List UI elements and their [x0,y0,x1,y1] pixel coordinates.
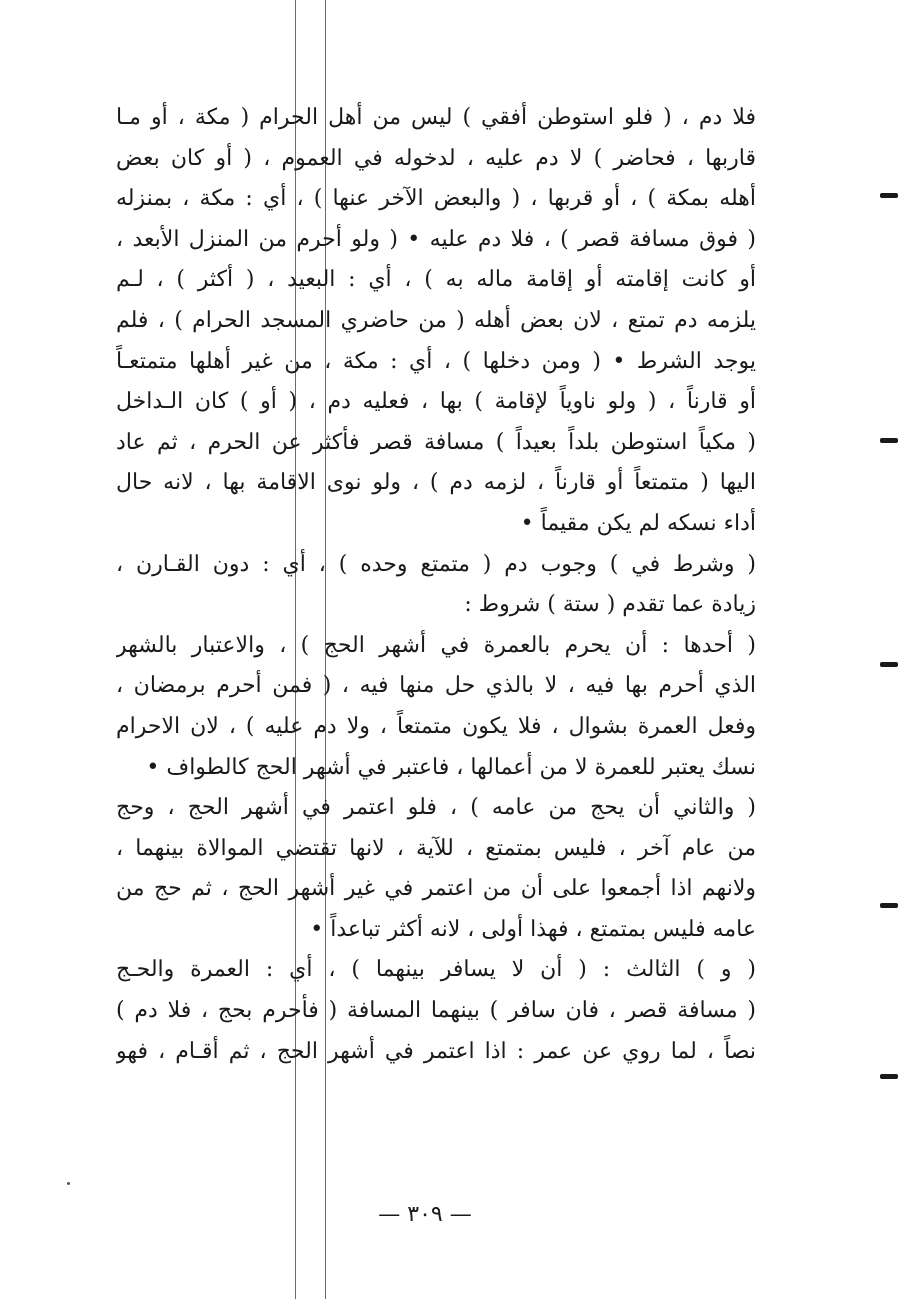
text-line: يوجد الشرط • ( ومن دخلها ) ، أي : مكة ، من غير أهلها متمتعـاً [116,348,756,374]
text-line: قاربها ، فحاضر ) لا دم عليه ، لدخوله في العموم ، ( أو كان بعض [116,145,756,171]
text-line: نصاً ، لما روي عن عمر : اذا اعتمر في أشهر الحج ، ثم أقـام ، فهو [116,1038,756,1064]
paragraph-end-line: زيادة عما تقدم ( ستة ) شروط : [464,592,756,618]
text-line: ( وشرط في ) وجوب دم ( متمتع وحده ) ، أي : دون القـارن ، [116,551,756,577]
paragraph-end-line: عامه فليس بمتمتع ، فهذا أولى ، لانه أكثر تباعداً • [310,916,756,942]
paragraph-end-line: نسك يعتبر للعمرة لا من أعمالها ، فاعتبر في أشهر الحج كالطواف • [146,754,756,780]
text-line: الذي أحرم بها فيه ، لا بالذي حل منها فيه ، ( فمن أحرم برمضان ، [116,673,756,699]
text-line: أهله بمكة ) ، أو قربها ، ( والبعض الآخر عنها ) ، أي : مكة ، بمنزله [116,186,756,212]
page-body-text [116,98,756,1072]
scan-speck [67,1182,70,1185]
text-line: ( فوق مسافة قصر ) ، فلا دم عليه • ( ولو أحرم من المنزل الأبعد ، [116,226,756,252]
text-line: ( و ) الثالث : ( أن لا يسافر بينهما ) ، أي : العمرة والحـج [116,957,756,983]
page-number: — ٣٠٩ — [378,1202,472,1227]
text-line: ولانهم اذا أجمعوا على أن من اعتمر في غير أشهر الحج ، ثم حج من [116,876,756,902]
margin-mark [880,903,898,908]
margin-mark [880,438,898,443]
text-line: ( والثاني أن يحج من عامه ) ، فلو اعتمر في أشهر الحج ، وحج [116,795,756,821]
text-line: ( مسافة قصر ، فان سافر ) بينهما المسافة ( فأحرم بحج ، فلا دم ) [116,998,756,1024]
text-line: ( أحدها : أن يحرم بالعمرة في أشهر الحج ) ، والاعتبار بالشهر [116,632,756,658]
text-line: من عام آخر ، فليس بمتمتع ، للآية ، لانها تقتضي الموالاة بينهما ، [116,835,756,861]
paragraph-end-line: أداء نسكه لم يكن مقيماً • [520,510,756,536]
margin-mark [880,1074,898,1079]
margin-mark [880,662,898,667]
text-line: أو قارناً ، ( ولو ناوياً لإقامة ) بها ، فعليه دم ، ( أو ) كان الـداخل [116,389,756,415]
text-line: اليها ( متمتعاً أو قارناً ، لزمه دم ) ، ولو نوى الاقامة بها ، لانه حال [116,470,756,496]
text-line: فلا دم ، ( فلو استوطن أفقي ) ليس من أهل الحرام ( مكة ، أو مـا [116,105,756,130]
text-line: وفعل العمرة بشوال ، فلا يكون متمتعاً ، ولا دم عليه ) ، لان الاحرام [116,713,756,739]
text-line: ( مكياً استوطن بلداً بعيداً ) مسافة قصر فأكثر عن الحرم ، ثم عاد [116,429,756,455]
text-line: يلزمه دم تمتع ، لان بعض أهله ( من حاضري المسجد الحرام ) ، فلم [116,307,756,333]
text-line: أو كانت إقامته أو إقامة ماله به ) ، أي : البعيد ، ( أكثر ) ، لـم [116,267,756,293]
margin-mark [880,193,898,198]
